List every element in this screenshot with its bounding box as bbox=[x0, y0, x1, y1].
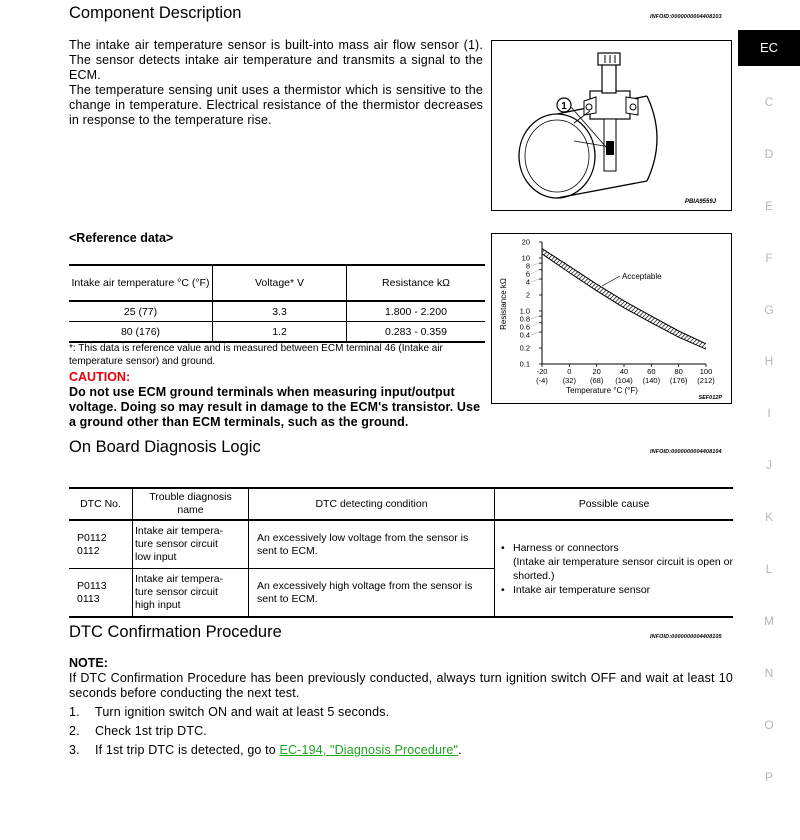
figure-id: PBIA9559J bbox=[684, 199, 716, 205]
resistance-chart-figure bbox=[491, 233, 732, 404]
header-cell: Resistance kΩ bbox=[347, 265, 486, 301]
x-tick-label-fahrenheit: (176) bbox=[669, 376, 688, 385]
reference-footnote: *: This data is reference value and is measured between ECM terminal 46 (Intake air temperature sensor) and ground. bbox=[69, 343, 443, 367]
y-tick-label: 4 bbox=[525, 277, 530, 287]
y-tick-label: 0.8 bbox=[519, 314, 530, 324]
info-id: INFOID:0000000004408103 bbox=[650, 14, 722, 20]
header-cell: DTC detecting condition bbox=[249, 488, 495, 520]
y-tick-label: 0.6 bbox=[519, 322, 530, 332]
section-title-on-board-diagnosis: On Board Diagnosis Logic bbox=[69, 438, 261, 456]
dtc-number: P0112 0112 bbox=[69, 520, 133, 569]
mass-air-flow-sensor-illustration bbox=[492, 41, 730, 209]
y-tick-label: 0.4 bbox=[519, 330, 530, 340]
note-title: NOTE: bbox=[69, 656, 108, 670]
y-tick-label: 20 bbox=[521, 237, 530, 247]
header-cell: DTC No. bbox=[69, 488, 133, 520]
x-tick-label: 100 bbox=[699, 367, 713, 376]
table-cell: 3.3 bbox=[213, 301, 347, 322]
table-cell: 25 (77) bbox=[69, 301, 213, 322]
table-cell: 0.283 - 0.359 bbox=[347, 322, 486, 343]
side-tab-n[interactable]: N bbox=[764, 666, 774, 680]
info-id: INFOID:0000000004408105 bbox=[650, 634, 722, 640]
info-id: INFOID:0000000004408104 bbox=[650, 449, 722, 455]
dtc-table bbox=[69, 487, 733, 618]
caution-text: Do not use ECM ground terminals when measuring input/output voltage. Doing so may result in damage to the ECM's transistor. Use a ground other than ECM terminals, such as the ground. bbox=[69, 385, 481, 429]
step-2: 2. Check 1st trip DTC. bbox=[69, 724, 207, 738]
y-tick-leader bbox=[531, 270, 539, 274]
dtc-confirmation-body bbox=[69, 656, 733, 760]
x-tick-label: 80 bbox=[674, 367, 683, 376]
step-1: 1. Turn ignition switch ON and wait at least 5 seconds. bbox=[69, 705, 390, 719]
figure-id: SEF012P bbox=[698, 395, 722, 401]
y-tick-label: 6 bbox=[525, 269, 530, 279]
x-tick-label-fahrenheit: (32) bbox=[562, 376, 577, 385]
side-tab-k[interactable]: K bbox=[764, 510, 773, 524]
side-tab-e[interactable]: E bbox=[764, 199, 773, 213]
side-tab-i[interactable]: I bbox=[767, 406, 771, 420]
table-row bbox=[69, 322, 485, 343]
table-cell: 1.800 - 2.200 bbox=[347, 301, 486, 322]
y-tick-label: 0.2 bbox=[519, 343, 530, 353]
trouble-diagnosis-name: Intake air tempera- ture sensor circuit high input bbox=[133, 569, 249, 618]
diagnosis-procedure-link[interactable]: EC-194, "Diagnosis Procedure" bbox=[279, 743, 459, 757]
reference-data-table bbox=[69, 264, 485, 343]
header-cell: Voltage* V bbox=[213, 265, 347, 301]
side-tab-j[interactable]: J bbox=[766, 458, 772, 472]
side-tab-m[interactable]: M bbox=[764, 614, 774, 628]
section-title-dtc-confirmation: DTC Confirmation Procedure bbox=[69, 623, 282, 641]
y-tick-label: 8 bbox=[525, 261, 530, 271]
y-tick-label: 10 bbox=[521, 253, 530, 263]
y-tick-label: 1.0 bbox=[519, 306, 530, 316]
x-tick-label: 20 bbox=[592, 367, 601, 376]
component-description-text bbox=[69, 38, 483, 128]
table-header-row bbox=[69, 488, 733, 520]
table-row bbox=[69, 301, 485, 322]
acceptable-annotation: Acceptable bbox=[622, 272, 662, 281]
table-cell: 80 (176) bbox=[69, 322, 213, 343]
x-tick-label-fahrenheit: (212) bbox=[697, 376, 715, 385]
list-item: • Intake air temperature sensor bbox=[501, 583, 651, 596]
y-axis-label: Resistance kΩ bbox=[499, 278, 508, 330]
side-tab-c[interactable]: C bbox=[764, 95, 774, 109]
procedure-steps bbox=[69, 703, 733, 760]
note-text: If DTC Confirmation Procedure has been previously conducted, always turn ignition switch OFF and wait at least 10 seconds before conducting the next test. bbox=[69, 671, 733, 700]
section-title-component-description: Component Description bbox=[69, 4, 242, 22]
side-tab-d[interactable]: D bbox=[764, 147, 774, 161]
header-cell: Possible cause bbox=[495, 488, 734, 520]
table-row bbox=[69, 520, 733, 569]
side-tab-o[interactable]: O bbox=[764, 718, 774, 732]
x-tick-label: 60 bbox=[647, 367, 656, 376]
step-3: 3. If 1st trip DTC is detected, go to EC-194, "Diagnosis Procedure". bbox=[69, 743, 462, 757]
x-tick-label: 0 bbox=[567, 367, 572, 376]
x-tick-label-fahrenheit: (140) bbox=[642, 376, 661, 385]
y-tick-label: 0.1 bbox=[519, 359, 530, 369]
possible-cause-list bbox=[495, 541, 733, 597]
caution-title: CAUTION: bbox=[69, 370, 131, 384]
side-tab-p[interactable]: P bbox=[764, 770, 773, 784]
x-tick-label: -20 bbox=[536, 367, 548, 376]
list-item: • Harness or connectors (Intake air temperature sensor circuit is open or shorted.) bbox=[501, 541, 734, 582]
paragraph: The intake air temperature sensor is built-into mass air flow sensor (1). The sensor detects intake air temperature and transmits a signal to the ECM. bbox=[69, 38, 483, 82]
side-tab-h[interactable]: H bbox=[764, 354, 774, 368]
sensor-figure bbox=[491, 40, 732, 211]
dtc-number: P0113 0113 bbox=[69, 569, 133, 618]
trouble-diagnosis-name: Intake air tempera- ture sensor circuit low input bbox=[133, 520, 249, 569]
x-tick-label-fahrenheit: (-4) bbox=[536, 376, 548, 385]
possible-cause bbox=[495, 520, 734, 617]
side-tab-g[interactable]: G bbox=[764, 303, 774, 317]
y-tick-leader bbox=[531, 279, 539, 282]
dtc-detecting-condition: An excessively high voltage from the sensor is sent to ECM. bbox=[249, 569, 495, 618]
acceptable-band bbox=[542, 249, 706, 350]
reference-data-title: <Reference data> bbox=[69, 231, 174, 245]
side-tab-l[interactable]: L bbox=[765, 562, 773, 576]
table-header-row bbox=[69, 265, 485, 301]
callout-number: 1 bbox=[561, 101, 567, 112]
series-upper-line bbox=[542, 249, 706, 344]
x-axis-label: Temperature °C (°F) bbox=[566, 386, 638, 395]
y-tick-leader bbox=[531, 332, 539, 335]
y-tick-label: 2 bbox=[525, 290, 530, 300]
x-tick-label-fahrenheit: (104) bbox=[615, 376, 633, 385]
y-tick-leader bbox=[531, 263, 539, 266]
annotation-leader-line bbox=[602, 276, 620, 286]
header-cell: Trouble diagnosis name bbox=[133, 488, 249, 520]
reference-notes bbox=[69, 342, 489, 430]
x-tick-label: 40 bbox=[619, 367, 629, 376]
x-tick-label-fahrenheit: (68) bbox=[589, 376, 604, 385]
dtc-detecting-condition: An excessively low voltage from the sensor is sent to ECM. bbox=[249, 520, 495, 569]
side-tab-ec[interactable]: EC bbox=[738, 30, 800, 66]
paragraph: The temperature sensing unit uses a thermistor which is sensitive to the change in temperature. Electrical resistance of the thermistor decreases in response to the temperature rise. bbox=[69, 83, 483, 127]
resistance-temperature-chart bbox=[492, 234, 730, 402]
header-cell: Intake air temperature °C (°F) bbox=[69, 265, 213, 301]
side-tab-f[interactable]: F bbox=[765, 251, 773, 265]
y-tick-leader bbox=[531, 316, 539, 319]
y-tick-leader bbox=[531, 323, 539, 327]
table-cell: 1.2 bbox=[213, 322, 347, 343]
